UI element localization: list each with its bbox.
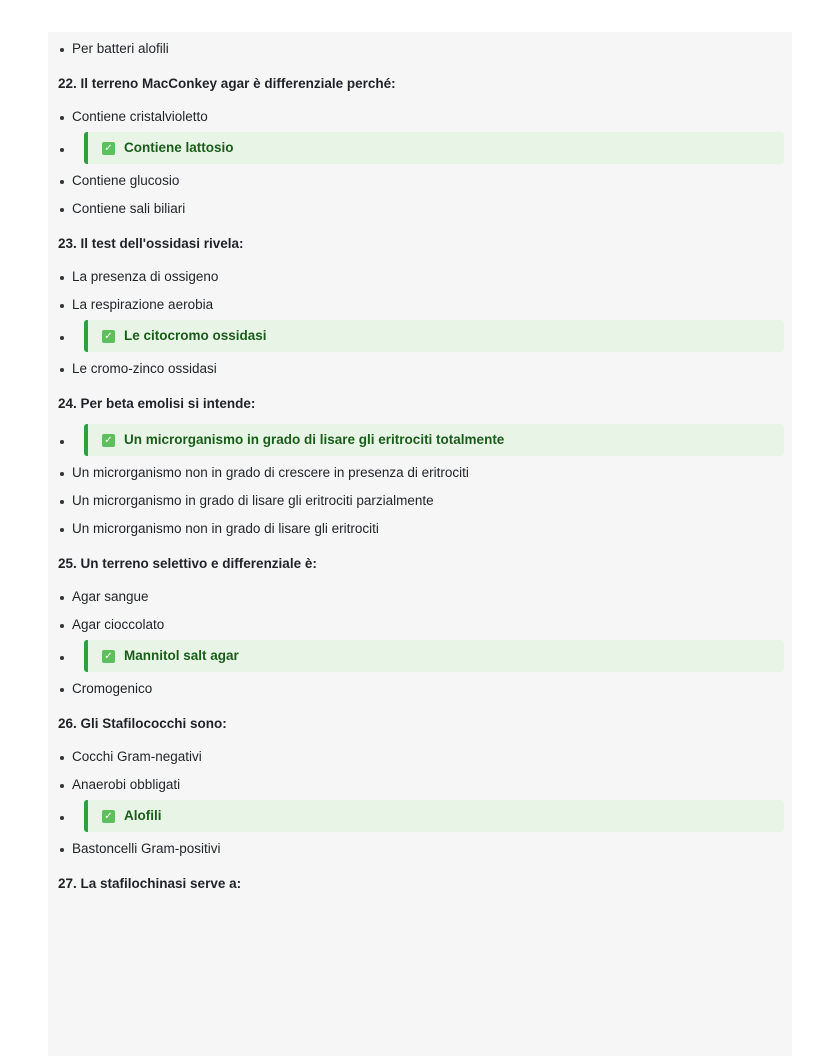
option-list [58,32,784,62]
option-item: Cromogenico [58,676,784,702]
option-list [58,264,784,382]
option-item: La respirazione aerobia [58,292,784,318]
correct-option-item [58,424,784,456]
correct-option-text: Un microrganismo in grado di lisare gli eritrociti totalmente [124,432,505,447]
check-square-icon: ✓ [102,434,115,447]
correct-option-text: Contiene lattosio [124,140,234,155]
option-item: Contiene glucosio [58,168,784,194]
question-title: 24. Per beta emolisi si intende: [58,396,256,411]
question-title: 25. Un terreno selettivo e differenziale è: [58,556,317,571]
option-item: Un microrganismo in grado di lisare gli eritrociti parzialmente [58,488,784,514]
check-square-icon: ✓ [102,330,115,343]
option-item: Agar sangue [58,584,784,610]
option-item: Un microrganismo non in grado di lisare gli eritrociti [58,516,784,542]
option-item: Bastoncelli Gram-positivi [58,836,784,862]
option-list [58,584,784,702]
correct-option-item [58,132,784,164]
question-title: 22. Il terreno MacConkey agar è differenziale perché: [58,76,396,91]
option-item: Per batteri alofili [58,36,784,62]
option-item: Contiene cristalvioletto [58,104,784,130]
check-square-icon: ✓ [102,810,115,823]
correct-option-item [58,640,784,672]
correct-option-text: Mannitol salt agar [124,648,239,663]
question-title: 23. Il test dell'ossidasi rivela: [58,236,244,251]
option-item: La presenza di ossigeno [58,264,784,290]
check-square-icon: ✓ [102,650,115,663]
correct-answer-highlight [84,320,784,352]
option-item: Cocchi Gram-negativi [58,744,784,770]
correct-answer-highlight [84,800,784,832]
option-item: Un microrganismo non in grado di crescere in presenza di eritrociti [58,460,784,486]
quiz-page [48,32,792,1056]
correct-option-text: Le citocromo ossidasi [124,328,267,343]
option-item: Agar cioccolato [58,612,784,638]
correct-answer-highlight [84,640,784,672]
option-item: Le cromo-zinco ossidasi [58,356,784,382]
check-square-icon: ✓ [102,142,115,155]
option-list [58,744,784,862]
option-item: Anaerobi obbligati [58,772,784,798]
option-list [58,424,784,542]
option-list [58,104,784,222]
question-title: 26. Gli Stafilococchi sono: [58,716,227,731]
correct-option-item [58,320,784,352]
correct-answer-highlight [84,132,784,164]
correct-answer-highlight [84,424,784,456]
correct-option-item [58,800,784,832]
correct-option-text: Alofili [124,808,162,823]
question-title: 27. La stafilochinasi serve a: [58,876,242,891]
quiz-content [48,32,792,893]
option-item: Contiene sali biliari [58,196,784,222]
